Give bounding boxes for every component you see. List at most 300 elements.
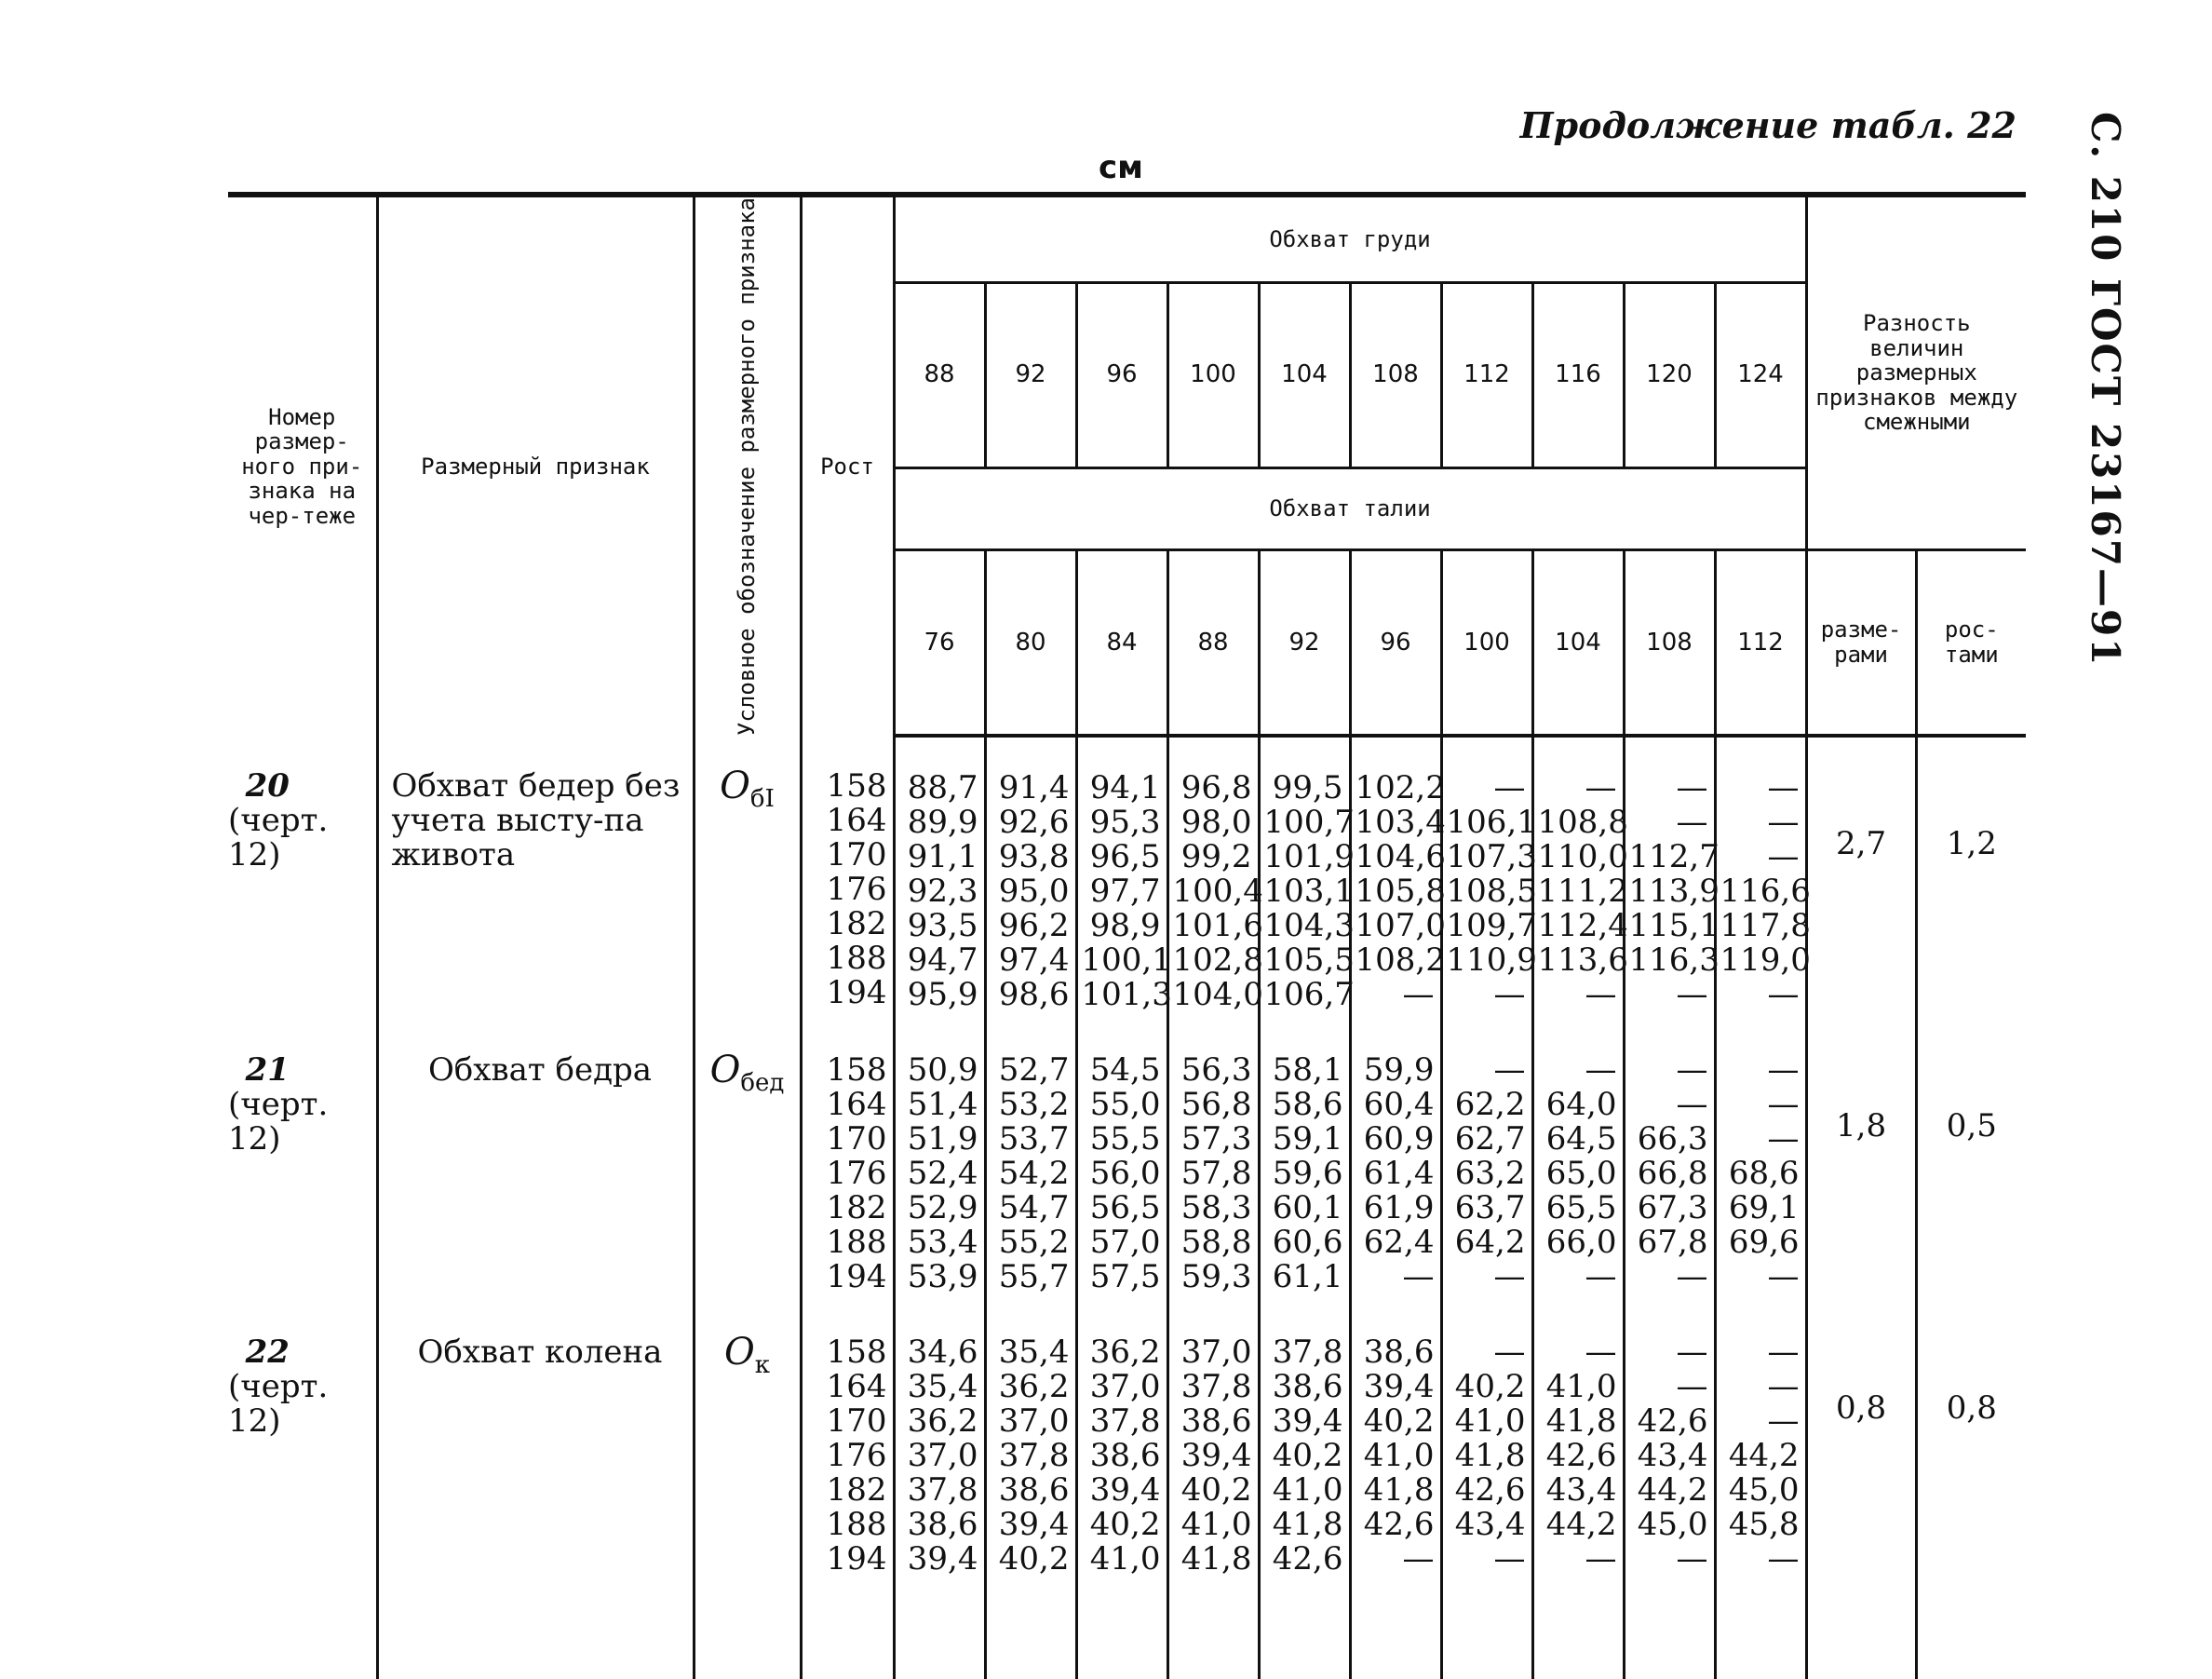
- value-column: [1259, 736, 1355, 1020]
- height-value: 182: [826, 904, 887, 942]
- measure-value: 44,2: [1637, 1470, 1708, 1509]
- feature-number-cell: [228, 736, 377, 1020]
- symbol-cell: [694, 1020, 801, 1302]
- measure-value: 40,2: [1272, 1436, 1343, 1474]
- value-column: [1259, 1302, 1350, 1679]
- measure-value: 62,4: [1363, 1223, 1435, 1261]
- measure-value: 98,9: [1089, 906, 1161, 944]
- measure-value: 39,4: [1363, 1367, 1435, 1405]
- measure-value: —: [1767, 768, 1800, 806]
- feature-name: Обхват колена: [417, 1333, 663, 1371]
- measure-value: 98,0: [1180, 803, 1252, 841]
- value-column: [1532, 736, 1628, 1020]
- measure-value: 107,0: [1355, 906, 1446, 944]
- measure-value: —: [1493, 1539, 1526, 1577]
- measure-value: 55,2: [998, 1223, 1070, 1261]
- measure-value: —: [1493, 1257, 1526, 1295]
- measure-value: 96,8: [1180, 768, 1252, 806]
- measure-value: 57,8: [1180, 1154, 1252, 1192]
- measure-value: —: [1767, 1119, 1800, 1158]
- measure-value: 56,0: [1089, 1154, 1161, 1192]
- measure-value: 94,1: [1089, 768, 1161, 806]
- measure-value: 58,1: [1272, 1050, 1343, 1089]
- height-value: 176: [826, 1436, 887, 1474]
- waist-size: 84: [1076, 549, 1167, 736]
- height-value: 170: [826, 1119, 887, 1158]
- table-row: [228, 1302, 2026, 1679]
- measure-value: 41,0: [1272, 1470, 1343, 1509]
- measure-value: 65,5: [1545, 1188, 1617, 1226]
- height-value: 194: [826, 1539, 887, 1577]
- measure-value: 108,5: [1446, 872, 1537, 910]
- height-value: 194: [826, 973, 887, 1011]
- measure-value: 95,3: [1089, 803, 1161, 841]
- measure-value: 68,6: [1728, 1154, 1800, 1192]
- height-value: 176: [826, 1154, 887, 1192]
- measure-value: 113,6: [1537, 941, 1628, 979]
- chest-size: 116: [1532, 282, 1624, 467]
- measure-value: —: [1585, 1539, 1617, 1577]
- symbol-sub: к: [754, 1350, 771, 1379]
- measure-value: 38,6: [998, 1470, 1070, 1509]
- header-chest-title: Обхват груди: [894, 195, 1806, 282]
- value-column: [1167, 736, 1263, 1020]
- measure-value: 55,5: [1089, 1119, 1161, 1158]
- waist-size: 96: [1350, 549, 1441, 736]
- measure-value: —: [1585, 975, 1617, 1013]
- measure-value: 92,6: [998, 803, 1070, 841]
- measure-value: 38,6: [1272, 1367, 1343, 1405]
- measure-value: 63,7: [1454, 1188, 1526, 1226]
- measure-value: 57,3: [1180, 1119, 1252, 1158]
- measure-value: 56,3: [1180, 1050, 1252, 1089]
- measure-value: 110,0: [1537, 837, 1628, 875]
- measure-value: 37,8: [1180, 1367, 1252, 1405]
- measure-value: 66,8: [1637, 1154, 1708, 1192]
- value-column: [1715, 1020, 1806, 1302]
- measure-value: 39,4: [998, 1505, 1070, 1543]
- height-value: 158: [826, 1050, 887, 1089]
- measure-value: 102,2: [1355, 768, 1446, 806]
- height-value: 188: [826, 1505, 887, 1543]
- measure-value: —: [1585, 1050, 1617, 1089]
- measure-value: 37,0: [1089, 1367, 1161, 1405]
- feature-name-cell: [377, 736, 694, 1020]
- value-column: [1441, 1302, 1532, 1679]
- measure-value: 60,9: [1363, 1119, 1435, 1158]
- feature-name-cell: [377, 1302, 694, 1679]
- diff-size-value: 2,7: [1806, 736, 1916, 1020]
- measure-value: 100,4: [1172, 872, 1263, 910]
- measure-value: 40,2: [1363, 1401, 1435, 1440]
- waist-size: 100: [1441, 549, 1532, 736]
- chest-size: 124: [1715, 282, 1806, 467]
- chart-reference: (черт. 12): [228, 1085, 329, 1158]
- value-column: [1350, 1020, 1441, 1302]
- value-column: [985, 736, 1076, 1020]
- height-value: 170: [826, 1401, 887, 1440]
- measure-value: 104,0: [1172, 975, 1263, 1013]
- table-row: [228, 736, 2026, 1020]
- feature-number: 22: [245, 1333, 290, 1371]
- header-diff-title: Разность величин размерных признаков между смежными: [1806, 195, 2026, 549]
- measure-value: 50,9: [907, 1050, 978, 1089]
- measure-value: 102,8: [1172, 941, 1263, 979]
- value-column: [1441, 1020, 1532, 1302]
- value-column: [1259, 1020, 1350, 1302]
- measure-value: 109,7: [1446, 906, 1537, 944]
- height-value: 182: [826, 1470, 887, 1509]
- measure-value: 116,3: [1628, 941, 1720, 979]
- measure-value: 37,0: [998, 1401, 1070, 1440]
- measure-value: 42,6: [1454, 1470, 1526, 1509]
- measure-value: 56,5: [1089, 1188, 1161, 1226]
- value-column: [894, 1020, 985, 1302]
- measure-value: —: [1767, 1401, 1800, 1440]
- measure-value: 52,9: [907, 1188, 978, 1226]
- measure-value: 99,2: [1180, 837, 1252, 875]
- measure-value: 69,6: [1728, 1223, 1800, 1261]
- measure-value: 100,1: [1081, 941, 1172, 979]
- measure-value: 41,0: [1089, 1539, 1161, 1577]
- measure-value: 60,4: [1363, 1085, 1435, 1123]
- measure-value: 116,6: [1720, 872, 1811, 910]
- feature-number-cell: [228, 1302, 377, 1679]
- waist-size: 76: [894, 549, 985, 736]
- measure-value: 61,4: [1363, 1154, 1435, 1192]
- measure-value: 60,1: [1272, 1188, 1343, 1226]
- measure-value: 88,7: [907, 768, 978, 806]
- height-value: 170: [826, 835, 887, 873]
- measure-value: 40,2: [1454, 1367, 1526, 1405]
- measure-value: 98,6: [998, 975, 1070, 1013]
- diff-height-value: 0,5: [1916, 1020, 2026, 1302]
- measure-value: —: [1676, 803, 1708, 841]
- measure-value: —: [1676, 768, 1708, 806]
- waist-size: 80: [985, 549, 1076, 736]
- chest-size: 112: [1441, 282, 1532, 467]
- measure-value: 41,8: [1272, 1505, 1343, 1543]
- unit-label: см: [1099, 149, 1143, 186]
- diff-height-value: 1,2: [1916, 736, 2026, 1020]
- measurements-table: [228, 192, 2026, 1679]
- header-feature: Размерный признак: [377, 195, 694, 736]
- measure-value: 57,0: [1089, 1223, 1161, 1261]
- measure-value: 61,1: [1272, 1257, 1343, 1295]
- measure-value: 105,5: [1263, 941, 1355, 979]
- measure-value: 103,1: [1263, 872, 1355, 910]
- measure-value: 53,4: [907, 1223, 978, 1261]
- symbol-main: О: [723, 1330, 755, 1374]
- height-value: 158: [826, 1333, 887, 1371]
- measure-value: 37,8: [1089, 1401, 1161, 1440]
- measure-value: 95,0: [998, 872, 1070, 910]
- measure-value: 60,6: [1272, 1223, 1343, 1261]
- measure-value: 66,3: [1637, 1119, 1708, 1158]
- measure-value: 37,8: [998, 1436, 1070, 1474]
- measure-value: —: [1767, 1367, 1800, 1405]
- measure-value: 100,7: [1263, 803, 1355, 841]
- measure-value: 95,9: [907, 975, 978, 1013]
- measure-value: 108,2: [1355, 941, 1446, 979]
- measure-value: 93,8: [998, 837, 1070, 875]
- measure-value: —: [1402, 1257, 1435, 1295]
- measure-value: 41,8: [1180, 1539, 1252, 1577]
- value-column: [1624, 1020, 1715, 1302]
- measure-value: —: [1402, 1539, 1435, 1577]
- feature-number-cell: [228, 1020, 377, 1302]
- measure-value: 43,4: [1637, 1436, 1708, 1474]
- measure-value: 61,9: [1363, 1188, 1435, 1226]
- diff-size-value: 0,8: [1806, 1302, 1916, 1679]
- measure-value: 62,2: [1454, 1085, 1526, 1123]
- measure-value: 106,1: [1446, 803, 1537, 841]
- measure-value: 58,3: [1180, 1188, 1252, 1226]
- measure-value: 39,4: [1089, 1470, 1161, 1509]
- measure-value: 69,1: [1728, 1188, 1800, 1226]
- measure-value: 119,0: [1720, 941, 1811, 979]
- measure-value: 41,0: [1180, 1505, 1252, 1543]
- measure-value: 37,0: [1180, 1333, 1252, 1371]
- diff-height-value: 0,8: [1916, 1302, 2026, 1679]
- measure-value: 54,5: [1089, 1050, 1161, 1089]
- measure-value: 97,4: [998, 941, 1070, 979]
- measure-value: 101,9: [1263, 837, 1355, 875]
- measure-value: —: [1676, 1050, 1708, 1089]
- measure-value: —: [1767, 1333, 1800, 1371]
- measure-value: 67,3: [1637, 1188, 1708, 1226]
- value-column: [1167, 1020, 1259, 1302]
- feature-name: Обхват бедер без учета высту-па живота: [391, 766, 681, 873]
- value-column: [894, 1302, 985, 1679]
- measure-value: 40,2: [1089, 1505, 1161, 1543]
- waist-size: 108: [1624, 549, 1715, 736]
- measure-value: 67,8: [1637, 1223, 1708, 1261]
- measure-value: 91,1: [907, 837, 978, 875]
- chest-size: 100: [1167, 282, 1259, 467]
- measure-value: 112,7: [1628, 837, 1720, 875]
- value-column: [1076, 736, 1172, 1020]
- measure-value: —: [1676, 1085, 1708, 1123]
- value-column: [1532, 1302, 1624, 1679]
- measure-value: 42,6: [1272, 1539, 1343, 1577]
- measure-value: —: [1767, 1050, 1800, 1089]
- measure-value: 59,6: [1272, 1154, 1343, 1192]
- measure-value: 44,2: [1728, 1436, 1800, 1474]
- measure-value: —: [1676, 1539, 1708, 1577]
- symbol-sub: бI: [749, 784, 775, 813]
- height-value: 158: [826, 766, 887, 805]
- value-column: [1167, 1302, 1259, 1679]
- measure-value: 113,9: [1628, 872, 1720, 910]
- value-column: [1715, 1302, 1806, 1679]
- measure-value: —: [1402, 975, 1435, 1013]
- measure-value: 64,5: [1545, 1119, 1617, 1158]
- measure-value: 110,9: [1446, 941, 1537, 979]
- measure-value: 54,7: [998, 1188, 1070, 1226]
- measure-value: 55,0: [1089, 1085, 1161, 1123]
- measure-value: 43,4: [1454, 1505, 1526, 1543]
- measure-value: 54,2: [998, 1154, 1070, 1192]
- measure-value: —: [1676, 1333, 1708, 1371]
- value-column: [894, 736, 985, 1020]
- measure-value: —: [1585, 1333, 1617, 1371]
- chart-reference: (черт. 12): [228, 1367, 329, 1440]
- heights-cell: [801, 736, 894, 1020]
- measure-value: 42,6: [1637, 1401, 1708, 1440]
- continuation-title: Продолжение табл. 22: [1519, 104, 2016, 146]
- side-label: С. 210 ГОСТ 23167—91: [2083, 112, 2128, 668]
- measure-value: —: [1585, 1257, 1617, 1295]
- measure-value: 64,0: [1545, 1085, 1617, 1123]
- measure-value: —: [1767, 803, 1800, 841]
- feature-number: 21: [245, 1050, 290, 1089]
- feature-name-cell: [377, 1020, 694, 1302]
- measure-value: 63,2: [1454, 1154, 1526, 1192]
- measure-value: 96,5: [1089, 837, 1161, 875]
- measure-value: 38,6: [1089, 1436, 1161, 1474]
- measure-value: 51,9: [907, 1119, 978, 1158]
- measure-value: 35,4: [998, 1333, 1070, 1371]
- measure-value: 97,7: [1089, 872, 1161, 910]
- measure-value: 99,5: [1272, 768, 1343, 806]
- measure-value: 36,2: [998, 1367, 1070, 1405]
- measure-value: 42,6: [1363, 1505, 1435, 1543]
- measure-value: 39,4: [1272, 1401, 1343, 1440]
- measure-value: 101,3: [1081, 975, 1172, 1013]
- measure-value: 104,6: [1355, 837, 1446, 875]
- measure-value: 58,6: [1272, 1085, 1343, 1123]
- measure-value: 91,4: [998, 768, 1070, 806]
- feature-name: Обхват бедра: [427, 1050, 653, 1089]
- measure-value: 44,2: [1545, 1505, 1617, 1543]
- chest-size: 96: [1076, 282, 1167, 467]
- measure-value: 89,9: [907, 803, 978, 841]
- value-column: [1532, 1020, 1624, 1302]
- height-value: 188: [826, 1223, 887, 1261]
- diff-size-value: 1,8: [1806, 1020, 1916, 1302]
- height-value: 164: [826, 801, 887, 839]
- measure-value: 36,2: [1089, 1333, 1161, 1371]
- measure-value: 58,8: [1180, 1223, 1252, 1261]
- value-column: [1076, 1020, 1167, 1302]
- symbol-main: О: [709, 1048, 741, 1091]
- symbol-cell: [694, 736, 801, 1020]
- chest-size: 120: [1624, 282, 1715, 467]
- value-column: [985, 1302, 1076, 1679]
- measure-value: 42,6: [1545, 1436, 1617, 1474]
- measure-value: 111,2: [1537, 872, 1628, 910]
- measure-value: 59,3: [1180, 1257, 1252, 1295]
- chest-size: 88: [894, 282, 985, 467]
- measure-value: —: [1767, 1257, 1800, 1295]
- measure-value: 45,8: [1728, 1505, 1800, 1543]
- measure-value: 108,8: [1537, 803, 1628, 841]
- measure-value: 56,8: [1180, 1085, 1252, 1123]
- measure-value: —: [1493, 768, 1526, 806]
- waist-size: 92: [1259, 549, 1350, 736]
- height-value: 164: [826, 1367, 887, 1405]
- measure-value: 45,0: [1637, 1505, 1708, 1543]
- measure-value: 112,4: [1537, 906, 1628, 944]
- value-column: [1715, 736, 1811, 1020]
- height-value: 188: [826, 939, 887, 977]
- chest-size: 92: [985, 282, 1076, 467]
- measure-value: 57,5: [1089, 1257, 1161, 1295]
- measure-value: 52,7: [998, 1050, 1070, 1089]
- measure-value: —: [1767, 1085, 1800, 1123]
- value-column: [1624, 1302, 1715, 1679]
- height-value: 176: [826, 870, 887, 908]
- measure-value: 65,0: [1545, 1154, 1617, 1192]
- measure-value: 52,4: [907, 1154, 978, 1192]
- symbol-main: О: [720, 764, 750, 807]
- measure-value: 101,6: [1172, 906, 1263, 944]
- height-value: 194: [826, 1257, 887, 1295]
- waist-size: 112: [1715, 549, 1806, 736]
- measure-value: —: [1493, 975, 1526, 1013]
- header-num: Номер размер-ного при-знака на чер-теже: [228, 195, 377, 736]
- symbol-cell: [694, 1302, 801, 1679]
- measure-value: 53,2: [998, 1085, 1070, 1123]
- measure-value: 41,8: [1363, 1470, 1435, 1509]
- waist-size: 104: [1532, 549, 1624, 736]
- measure-value: —: [1493, 1050, 1526, 1089]
- measure-value: 38,6: [1363, 1333, 1435, 1371]
- measure-value: 41,0: [1454, 1401, 1526, 1440]
- measure-value: —: [1676, 1257, 1708, 1295]
- measure-value: 104,3: [1263, 906, 1355, 944]
- chest-size: 108: [1350, 282, 1441, 467]
- height-value: 164: [826, 1085, 887, 1123]
- measure-value: 39,4: [1180, 1436, 1252, 1474]
- measure-value: 45,0: [1728, 1470, 1800, 1509]
- measure-value: 35,4: [907, 1367, 978, 1405]
- measure-value: 41,0: [1545, 1367, 1617, 1405]
- measure-value: 107,3: [1446, 837, 1537, 875]
- measure-value: 41,8: [1454, 1436, 1526, 1474]
- measure-value: 41,0: [1363, 1436, 1435, 1474]
- measure-value: —: [1585, 768, 1617, 806]
- measure-value: 92,3: [907, 872, 978, 910]
- measure-value: 40,2: [998, 1539, 1070, 1577]
- value-column: [1350, 736, 1446, 1020]
- chart-reference: (черт. 12): [228, 801, 329, 873]
- measure-value: 115,1: [1628, 906, 1720, 944]
- measure-value: —: [1767, 1539, 1800, 1577]
- measure-value: 38,6: [907, 1505, 978, 1543]
- measure-value: —: [1676, 975, 1708, 1013]
- measure-value: 66,0: [1545, 1223, 1617, 1261]
- measure-value: 59,1: [1272, 1119, 1343, 1158]
- table-body: [228, 736, 2026, 1679]
- value-column: [1441, 736, 1537, 1020]
- measure-value: 37,8: [1272, 1333, 1343, 1371]
- feature-number: 20: [245, 766, 290, 805]
- header-height: Рост: [801, 195, 894, 736]
- header-diff-size: разме-рами: [1806, 549, 1916, 736]
- measure-value: 40,2: [1180, 1470, 1252, 1509]
- measure-value: 51,4: [907, 1085, 978, 1123]
- heights-cell: [801, 1302, 894, 1679]
- measure-value: 105,8: [1355, 872, 1446, 910]
- measure-value: 34,6: [907, 1333, 978, 1371]
- header-symbol: [694, 195, 801, 736]
- measure-value: —: [1493, 1333, 1526, 1371]
- measure-value: 37,8: [907, 1470, 978, 1509]
- measure-value: 36,2: [907, 1401, 978, 1440]
- measure-value: 37,0: [907, 1436, 978, 1474]
